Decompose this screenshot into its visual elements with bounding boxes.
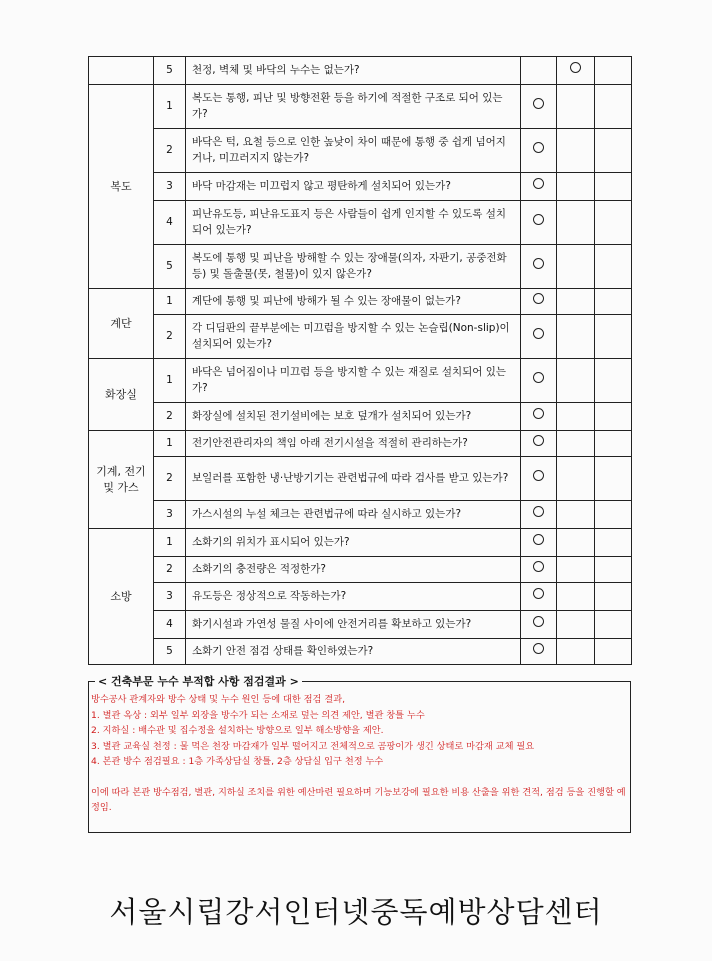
item-question: 유도등은 정상적으로 작동하는가? bbox=[186, 583, 521, 611]
check-cell-fair bbox=[557, 457, 595, 501]
check-cell-poor bbox=[595, 201, 632, 245]
category-machinery-line1: 기계, 전기 bbox=[96, 464, 146, 478]
category-restroom: 화장실 bbox=[89, 359, 154, 431]
check-cell-poor bbox=[595, 501, 632, 529]
check-mark-circle bbox=[533, 534, 544, 545]
result-intro: 방수공사 관계자와 방수 상태 및 누수 원인 등에 대한 점검 결과, bbox=[91, 694, 346, 705]
item-number: 2 bbox=[154, 457, 186, 501]
item-question: 보일러를 포함한 냉·난방기기는 관련법규에 따라 검사를 받고 있는가? bbox=[186, 457, 521, 501]
check-cell-fair bbox=[557, 557, 595, 583]
table-row bbox=[89, 557, 632, 583]
category-machinery-line2: 및 가스 bbox=[103, 480, 139, 494]
item-question: 피난유도등, 피난유도표지 등은 사람들이 쉽게 인지할 수 있도록 설치되어 있는가? bbox=[186, 201, 521, 245]
check-cell-fair bbox=[557, 403, 595, 431]
item-question: 바닥은 넘어짐이나 미끄럼 등을 방지할 수 있는 재질로 설치되어 있는가? bbox=[186, 359, 521, 403]
check-cell-good bbox=[521, 129, 557, 173]
item-number: 1 bbox=[154, 431, 186, 457]
check-mark-circle bbox=[533, 470, 544, 481]
item-question: 천정, 벽체 및 바닥의 누수는 없는가? bbox=[186, 57, 521, 85]
check-cell-good bbox=[521, 529, 557, 557]
item-number: 4 bbox=[154, 611, 186, 639]
check-mark-circle bbox=[533, 293, 544, 304]
item-number: 3 bbox=[154, 173, 186, 201]
check-cell-poor bbox=[595, 611, 632, 639]
checklist-table bbox=[88, 56, 632, 665]
table-row bbox=[89, 201, 632, 245]
check-cell-good bbox=[521, 289, 557, 315]
table-row bbox=[89, 289, 632, 315]
item-question: 소화기의 충전량은 적정한가? bbox=[186, 557, 521, 583]
check-mark-circle bbox=[533, 98, 544, 109]
item-question: 각 디딤판의 끝부분에는 미끄럼을 방지할 수 있는 논슬립(Non-slip)이 설치되어 있는가? bbox=[186, 315, 521, 359]
result-item-1: 1. 별관 옥상 : 외부 일부 외장을 방수가 되는 소재로 덮는 의견 제안, 별관 창틀 누수 bbox=[91, 709, 425, 721]
category-fire-safety: 소방 bbox=[89, 529, 154, 665]
check-cell-good bbox=[521, 457, 557, 501]
table-row bbox=[89, 457, 632, 501]
check-cell-poor bbox=[595, 85, 632, 129]
item-question: 복도는 통행, 피난 및 방향전환 등을 하기에 적절한 구조로 되어 있는가? bbox=[186, 85, 521, 129]
item-question: 소화기 안전 점검 상태를 확인하였는가? bbox=[186, 639, 521, 665]
table-row bbox=[89, 359, 632, 403]
check-cell-good bbox=[521, 201, 557, 245]
check-cell-fair bbox=[557, 431, 595, 457]
check-cell-good bbox=[521, 57, 557, 85]
table-row bbox=[89, 85, 632, 129]
organization-name: 서울시립강서인터넷중독예방상담센터 bbox=[109, 895, 603, 929]
check-cell-poor bbox=[595, 557, 632, 583]
check-mark-circle bbox=[533, 561, 544, 572]
check-cell-fair bbox=[557, 57, 595, 85]
check-mark-circle bbox=[533, 328, 544, 339]
check-cell-good bbox=[521, 403, 557, 431]
check-mark-circle bbox=[533, 643, 544, 654]
item-number: 2 bbox=[154, 129, 186, 173]
table-row bbox=[89, 245, 632, 289]
item-number: 1 bbox=[154, 289, 186, 315]
item-question: 바닥은 턱, 요철 등으로 인한 높낮이 차이 때문에 통행 중 쉽게 넘어지거나, 미끄러지지 않는가? bbox=[186, 129, 521, 173]
item-number: 5 bbox=[154, 245, 186, 289]
table-row bbox=[89, 57, 632, 85]
check-cell-fair bbox=[557, 245, 595, 289]
check-cell-good bbox=[521, 359, 557, 403]
check-cell-poor bbox=[595, 289, 632, 315]
category-stairs: 계단 bbox=[89, 289, 154, 359]
table-row bbox=[89, 431, 632, 457]
item-question: 복도에 통행 및 피난을 방해할 수 있는 장애물(의자, 자판기, 공중전화 등) 및 돌출물(못, 철물)이 있지 않은가? bbox=[186, 245, 521, 289]
item-number: 2 bbox=[154, 315, 186, 359]
item-number: 2 bbox=[154, 403, 186, 431]
item-number: 3 bbox=[154, 583, 186, 611]
check-cell-poor bbox=[595, 639, 632, 665]
item-number: 5 bbox=[154, 639, 186, 665]
item-question: 소화기의 위치가 표시되어 있는가? bbox=[186, 529, 521, 557]
check-cell-poor bbox=[595, 315, 632, 359]
item-number: 1 bbox=[154, 85, 186, 129]
result-item-3: 3. 별관 교육실 천정 : 물 먹은 천장 마감재가 일부 떨어지고 전체적으로 곰팡이가 생긴 상태로 마감재 교체 필요 bbox=[91, 740, 535, 752]
item-question: 화장실에 설치된 전기설비에는 보호 덮개가 설치되어 있는가? bbox=[186, 403, 521, 431]
check-mark-circle bbox=[533, 178, 544, 189]
item-number: 3 bbox=[154, 501, 186, 529]
spacer bbox=[91, 770, 627, 785]
item-question: 바닥 마감재는 미끄럽지 않고 평탄하게 설치되어 있는가? bbox=[186, 173, 521, 201]
table-row bbox=[89, 315, 632, 359]
check-cell-fair bbox=[557, 529, 595, 557]
check-cell-fair bbox=[557, 501, 595, 529]
table-row bbox=[89, 639, 632, 665]
check-cell-fair bbox=[557, 289, 595, 315]
item-number: 2 bbox=[154, 557, 186, 583]
check-cell-poor bbox=[595, 457, 632, 501]
check-mark-circle bbox=[533, 258, 544, 269]
check-cell-poor bbox=[595, 431, 632, 457]
item-question: 가스시설의 누설 체크는 관련법규에 따라 실시하고 있는가? bbox=[186, 501, 521, 529]
item-question: 전기안전관리자의 책임 아래 전기시설을 적절히 관리하는가? bbox=[186, 431, 521, 457]
check-mark-circle bbox=[570, 62, 581, 73]
result-item-2: 2. 지하실 : 배수관 및 집수정을 설치하는 방향으로 일부 해소방향을 제안. bbox=[91, 725, 384, 736]
check-mark-circle bbox=[533, 506, 544, 517]
item-number: 4 bbox=[154, 201, 186, 245]
table-row bbox=[89, 583, 632, 611]
category-cell-empty bbox=[89, 57, 154, 85]
category-hallway: 복도 bbox=[89, 85, 154, 289]
check-cell-poor bbox=[595, 245, 632, 289]
check-mark-circle bbox=[533, 588, 544, 599]
check-cell-poor bbox=[595, 403, 632, 431]
item-number: 1 bbox=[154, 529, 186, 557]
check-cell-fair bbox=[557, 359, 595, 403]
check-cell-good bbox=[521, 173, 557, 201]
inspection-result-body bbox=[91, 692, 627, 816]
check-cell-good bbox=[521, 245, 557, 289]
inspection-result-title: < 건축부문 누수 부적합 사항 점검결과 > bbox=[95, 673, 302, 689]
check-cell-fair bbox=[557, 583, 595, 611]
category-machinery bbox=[89, 431, 154, 529]
result-conclusion: 이에 따라 본관 방수점검, 별관, 지하실 조치를 위한 예산마련 필요하며 기능보강에 필요한 비용 산출을 위한 견적, 점검 등을 진행할 예정임. bbox=[91, 786, 626, 813]
check-mark-circle bbox=[533, 616, 544, 627]
check-cell-fair bbox=[557, 611, 595, 639]
check-cell-good bbox=[521, 557, 557, 583]
check-mark-circle bbox=[533, 372, 544, 383]
result-item-4: 4. 본관 방수 점검필요 : 1층 가족상담실 창틀, 2층 상담실 입구 천정 누수 bbox=[91, 756, 384, 767]
check-cell-good bbox=[521, 85, 557, 129]
check-cell-poor bbox=[595, 529, 632, 557]
check-cell-poor bbox=[595, 57, 632, 85]
check-cell-poor bbox=[595, 359, 632, 403]
item-question: 화기시설과 가연성 물질 사이에 안전거리를 확보하고 있는가? bbox=[186, 611, 521, 639]
check-mark-circle bbox=[533, 435, 544, 446]
check-cell-good bbox=[521, 501, 557, 529]
item-question: 계단에 통행 및 피난에 방해가 될 수 있는 장애물이 없는가? bbox=[186, 289, 521, 315]
check-cell-poor bbox=[595, 173, 632, 201]
table-row bbox=[89, 129, 632, 173]
table-row bbox=[89, 611, 632, 639]
check-cell-fair bbox=[557, 173, 595, 201]
table-row bbox=[89, 403, 632, 431]
item-number: 1 bbox=[154, 359, 186, 403]
table-row bbox=[89, 173, 632, 201]
check-cell-fair bbox=[557, 201, 595, 245]
check-mark-circle bbox=[533, 408, 544, 419]
check-mark-circle bbox=[533, 142, 544, 153]
check-mark-circle bbox=[533, 214, 544, 225]
item-number: 5 bbox=[154, 57, 186, 85]
check-cell-fair bbox=[557, 129, 595, 173]
check-cell-good bbox=[521, 611, 557, 639]
check-cell-fair bbox=[557, 85, 595, 129]
check-cell-poor bbox=[595, 129, 632, 173]
check-cell-good bbox=[521, 639, 557, 665]
check-cell-good bbox=[521, 315, 557, 359]
check-cell-fair bbox=[557, 639, 595, 665]
check-cell-good bbox=[521, 431, 557, 457]
check-cell-poor bbox=[595, 583, 632, 611]
check-cell-fair bbox=[557, 315, 595, 359]
table-row bbox=[89, 501, 632, 529]
check-cell-good bbox=[521, 583, 557, 611]
table-row bbox=[89, 529, 632, 557]
